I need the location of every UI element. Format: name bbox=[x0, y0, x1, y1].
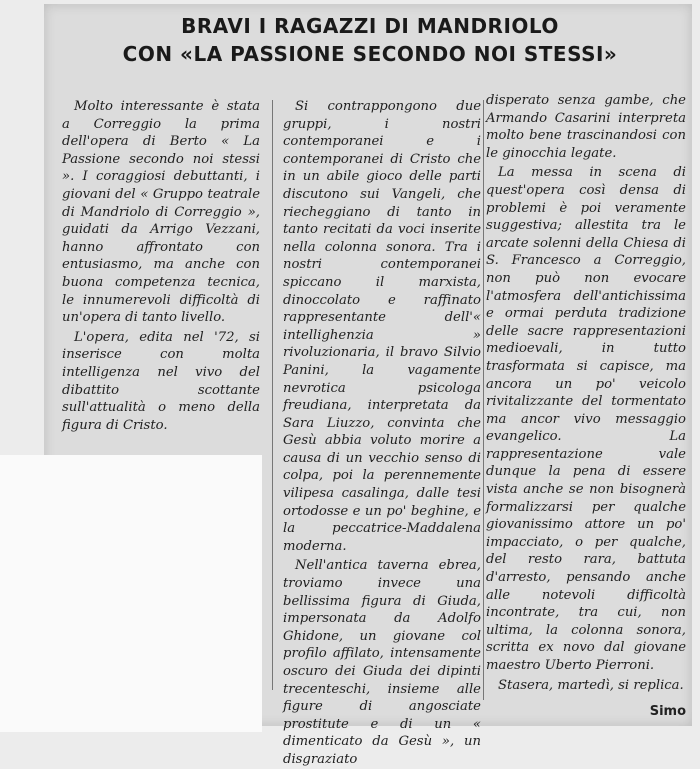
paragraph: Si contrappongono due gruppi, i nostri contemporanei e i contemporanei di Cristo che in un abile gioco delle parti discutono sui Vangeli, che riecheggiano di tanto in tanto recitati da voci inserite nella colonna sonora. Tra i nostri contemporanei spiccano il marxista, dinoccolato e raffinato rappresentante dell'« intellighenzia » rivoluzionaria, il bravo Silvio Panini, la vagamente nevrotica psicologa freudiana, interpretata da Sara Liuzzo, convinta che Gesù abbia voluto morire a causa di un vecchio senso di colpa, poi la perennemente vilipesa casalinga, dalle tesi ortodosse e un po' beghine, e la peccatrice-Maddalena moderna. bbox=[283, 99, 481, 554]
author-signature: Simo bbox=[649, 704, 686, 719]
blank-paper-area bbox=[0, 455, 262, 732]
paragraph: disperato senza gambe, che Armando Casarini interpreta molto bene trascinandosi con le ginocchia legate. bbox=[486, 93, 686, 161]
headline-line-1: BRAVI I RAGAZZI DI MANDRIOLO bbox=[181, 14, 559, 38]
paragraph: Nell'antica taverna ebrea, troviamo invece una bellissima figura di Giuda, impersonata da Adolfo Ghidone, un giovane col profilo affilato, intensamente oscuro dei Giuda dei dipinti trecenteschi, insieme alle figure di angosciate prostitute e di un « dimenticato da Gesù », un disgraziato bbox=[283, 558, 481, 767]
paragraph: L'opera, edita nel '72, si inserisce con molta intelligenza nel vivo del dibattito scottante sull'attualità o meno della figura di Cristo. bbox=[62, 329, 260, 433]
article-column-2 bbox=[283, 98, 481, 769]
paragraph: La messa in scena di quest'opera così densa di problemi è poi veramente suggestiva; allestita tra le arcate solenni della Chiesa di S. Francesco a Correggio, non può non evocare l'atmosfera dell'antichissima e ormai perduta tradizione delle sacre rappresentazioni medioevali, in tutto trasformata si capisce, ma ancora un po' veicolo rivitalizzante del tormentato ma ancor vivo messaggio evangelico. La rappresentazione vale dunque la pena di essere vista anche se non bisognerà formalizzarsi per qualche giovanissimo attore un po' impacciato, o per qualche, del resto rara, battuta d'arresto, pensando anche alle notevoli difficoltà incontrate, tra cui, non ultima, la colonna sonora, scritta ex novo dal giovane maestro Uberto Pierroni. bbox=[486, 165, 686, 673]
column-divider bbox=[272, 100, 273, 690]
paragraph: Stasera, martedì, si replica. bbox=[498, 677, 684, 693]
article-column-1 bbox=[62, 98, 260, 434]
column-divider bbox=[483, 100, 484, 700]
paragraph: Molto interessante è stata a Correggio la prima dell'opera di Berto « La Passione secondo noi stessi ». I coraggiosi debuttanti, i giovani del « Gruppo teatrale di Mandriolo di Correggio », guidati da Arrigo Vezzani, hanno affrontato con entusiasmo, ma anche con buona competenza tecnica, le innumerevoli difficoltà di un'opera di tanto livello. bbox=[62, 99, 260, 326]
article-headline bbox=[120, 12, 620, 68]
article-column-3 bbox=[486, 92, 686, 694]
headline-line-2: CON «LA PASSIONE SECONDO NOI STESSI» bbox=[122, 42, 618, 66]
